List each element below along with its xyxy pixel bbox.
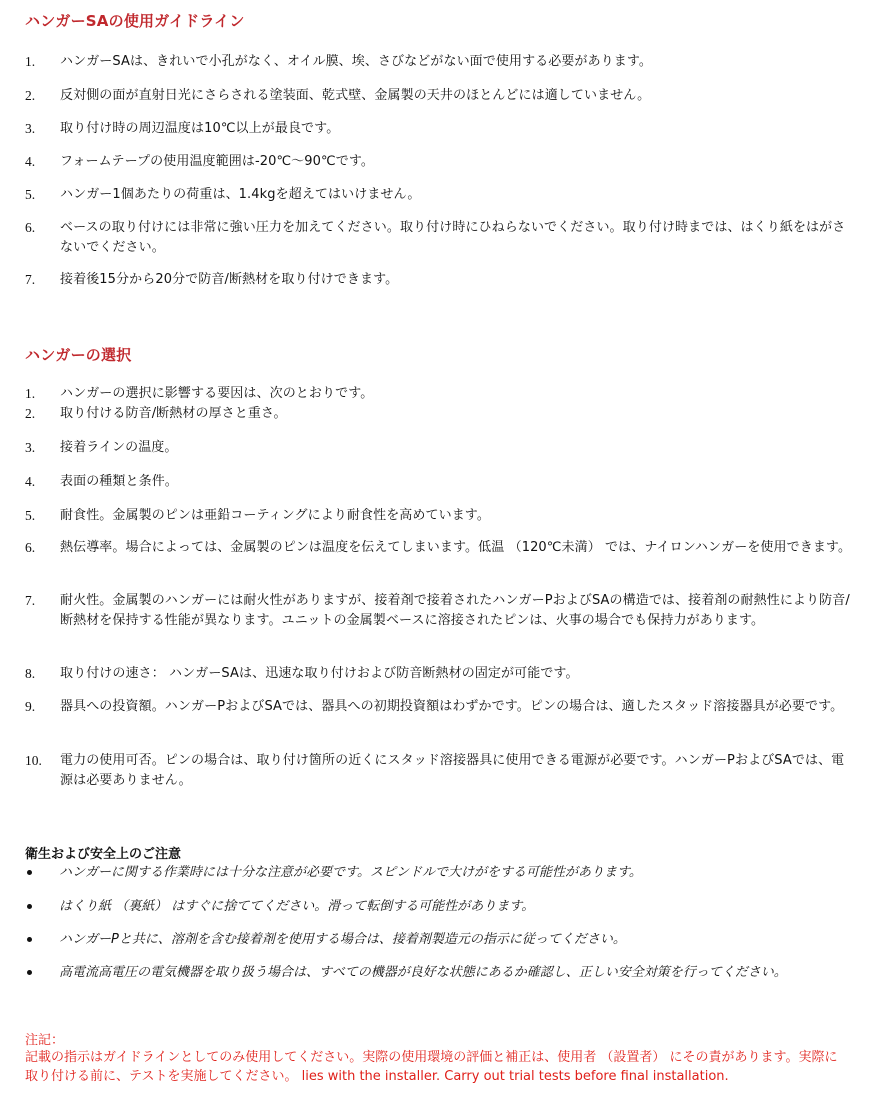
list-item [25,218,855,258]
list-item [25,404,855,424]
safety-bullet-text: はくり紙 （裏紙） はすぐに捨ててください。滑って転倒する可能性があります。 [59,899,535,914]
list-item [25,438,855,458]
list-item [25,751,855,791]
note-body: 記載の指示はガイドラインとしてのみ使用してください。実際の使用環境の評価と補正は、使用者 （設置者） にその責があります。実際に取り付ける前に、テストを実施してください。 lies with the installer. Carry out trial tests before final installation. [25,1050,838,1084]
list-item-text: 取り付けの速さ： ハンガーSAは、迅速な取り付けおよび防音断熱材の固定が可能です。 [60,666,579,681]
list-item-number: 7. [25,272,36,287]
list-item-number: 4. [25,154,36,169]
list-item-number: 4. [25,474,36,489]
safety-bullet-text: 高電流高電圧の電気機器を取り扱う場合は、すべての機器が良好な状態にあるか確認し、正しい安全対策を行ってください。 [59,965,787,980]
bullet-dot-icon [27,870,32,875]
bullet-dot-icon [27,904,32,909]
list-item [25,472,855,492]
list-item-text: ハンガーSAは、きれいで小孔がなく、オイル膜、埃、さびなどがない面で使用する必要があります。 [60,54,653,69]
bullet-dot-icon [27,970,32,975]
list-item-number: 5. [25,187,36,202]
list-item [25,384,855,404]
list-item-text: 取り付ける防音/断熱材の厚さと重さ。 [60,406,287,421]
list-item-text: 接着ラインの温度。 [60,440,178,455]
list-item-text: 熱伝導率。場合によっては、金属製のピンは温度を伝えてしまいます。低温 （120℃未満） では、ナイロンハンガーを使用できます。 [60,540,852,555]
list-item-text: フォームテープの使用温度範囲は-20℃～90℃です。 [60,154,374,169]
list-item [25,152,855,172]
list-item-text: ベースの取り付けには非常に強い圧力を加えてください。取り付け時にひねらないでください。取り付け時までは、はくり紙をはがさないでください。 [60,220,846,255]
safety-bullet-text: ハンガーに関する作業時には十分な注意が必要です。スピンドルで大けがをする可能性があります。 [59,865,642,880]
section-title-hanger-selection: ハンガーの選択 [25,346,132,364]
list-item [25,119,855,139]
section-title-hanger-sa-guidelines: ハンガーSAの使用ガイドライン [25,12,245,30]
safety-bullet [25,897,855,917]
list-item [25,506,855,526]
note-label: 注記： [25,1033,65,1048]
safety-title: 衛生および安全上のご注意 [25,847,182,862]
list-item-number: 1. [25,54,36,69]
list-item-text: 接着後15分から20分で防音/断熱材を取り付けできます。 [60,272,399,287]
list-item-text: 耐食性。金属製のピンは亜鉛コーティングにより耐食性を高めています。 [60,508,490,523]
list-item [25,270,855,290]
list-item [25,591,855,631]
list-item-text: 反対側の面が直射日光にさらされる塗装面、乾式壁、金属製の天井のほとんどには適していません。 [60,88,651,103]
list-item-number: 3. [25,440,36,455]
bullet-dot-icon [27,937,32,942]
list-item-number: 10. [25,753,42,768]
list-item-number: 8. [25,666,36,681]
list-item [25,697,855,717]
list-item-number: 5. [25,508,36,523]
safety-bullet-text: ハンガーPと共に、溶剤を含む接着剤を使用する場合は、接着剤製造元の指示に従ってください。 [59,932,626,947]
list-item-number: 7. [25,593,36,608]
list-item [25,86,855,106]
list-item-text: 電力の使用可否。ピンの場合は、取り付け箇所の近くにスタッド溶接器具に使用できる電源が必要です。ハンガーPおよびSAでは、電源は必要ありません。 [60,753,845,788]
list-item-number: 6. [25,540,36,555]
list-item [25,52,855,72]
list-item-number: 1. [25,386,36,401]
safety-bullet [25,930,855,950]
list-item-text: 器具への投資額。ハンガーPおよびSAでは、器具への初期投資額はわずかです。ピンの場合は、適したスタッド溶接器具が必要です。 [60,699,844,714]
list-item-number: 2. [25,406,36,421]
list-item-text: ハンガーの選択に影響する要因は、次のとおりです。 [60,386,374,401]
list-item [25,664,855,684]
list-item-number: 2. [25,88,36,103]
list-item [25,538,855,558]
list-item-text: 取り付け時の周辺温度は10℃以上が最良です。 [60,121,340,136]
list-item-number: 9. [25,699,36,714]
list-item [25,185,855,205]
list-item-text: ハンガー1個あたりの荷重は、1.4kgを超えてはいけません。 [60,187,421,202]
list-item-text: 表面の種類と条件。 [60,474,178,489]
safety-bullet [25,863,855,883]
list-item-number: 6. [25,220,36,235]
list-item-number: 3. [25,121,36,136]
safety-bullet [25,963,855,983]
list-item-text: 耐火性。金属製のハンガーには耐火性がありますが、接着剤で接着されたハンガーPおよびSAの構造では、接着剤の耐熱性により防音/断熱材を保持する性能が異なります。ユニットの金属製ベースに溶接されたピンは、火事の場合でも保持力があります。 [60,593,850,628]
